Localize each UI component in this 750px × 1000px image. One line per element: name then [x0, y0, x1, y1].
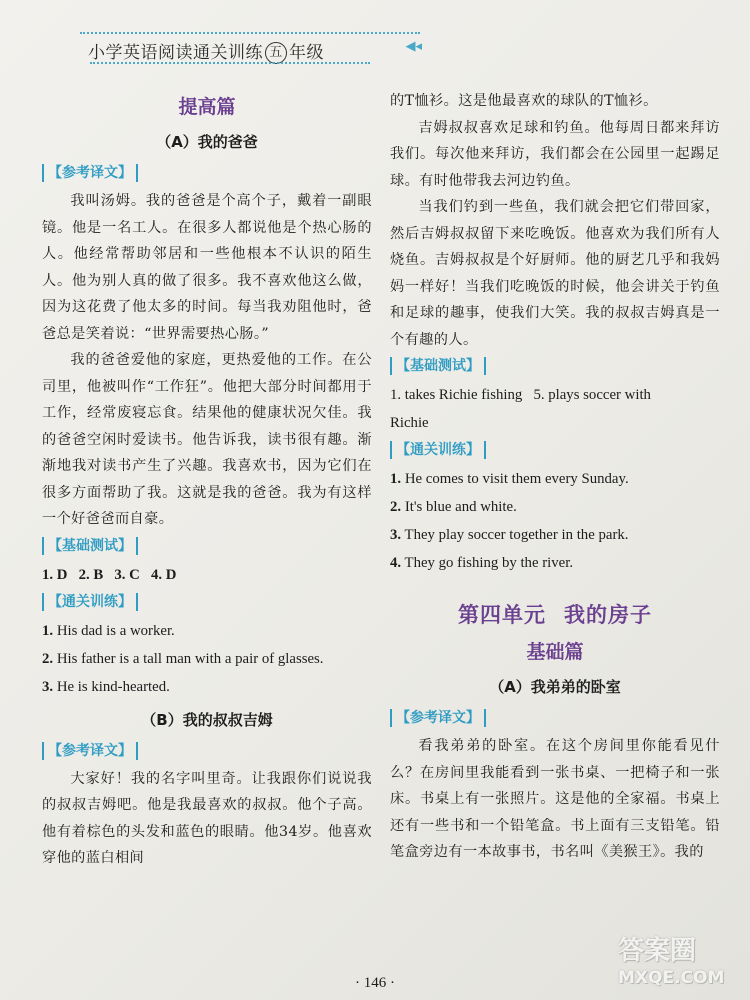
watermark-url: MXQE.COM	[618, 968, 725, 988]
tag-basic-test: 【基础测试】	[42, 537, 138, 555]
arrow-left-icon: ◀◂	[405, 39, 422, 54]
passage-title: （B）我的叔叔吉姆	[141, 710, 273, 729]
header-dotted-line-bottom	[90, 62, 370, 64]
watermark	[610, 930, 750, 1000]
header-title: 小学英语阅读通关训练 五 年级	[88, 43, 324, 63]
unit-title: 第四单元 我的房子	[458, 603, 652, 627]
translation-paragraph: 吉姆叔叔喜欢足球和钓鱼。他每周日都来拜访我们。每次他来拜访，我们都会在公园里一起踢足球。有时他带我去河边钓鱼。	[390, 119, 720, 189]
tag-basic-test: 【基础测试】	[390, 357, 486, 375]
tag-pass-training: 【通关训练】	[390, 441, 486, 459]
tag-pass-training: 【通关训练】	[42, 593, 138, 611]
tag-translation: 【参考译文】	[42, 742, 138, 760]
answer-item: 3. They play soccer together in the park.	[390, 527, 629, 543]
grade-badge: 五	[265, 42, 287, 64]
section-title: 基础篇	[526, 641, 584, 663]
page-number: · 146 ·	[355, 975, 395, 991]
passage-title: （A）我的爸爸	[156, 133, 258, 151]
answer-item: 1. His dad is a worker.	[42, 622, 175, 639]
basic-answers: 1. D 2. B 3. C 4. D	[42, 566, 177, 583]
header-dotted-line	[80, 32, 420, 34]
translation-paragraph: 我的爸爸爱他的家庭，更热爱他的工作。在公司里，他被叫作“工作狂”。他把大部分时间都用于工作，经常废寝忘食。结果他的健康状况欠佳。我的爸爸空闲时爱读书。他告诉我，读书很有趣。渐渐地我对读书产生了兴趣。我喜欢书，因为它们在很多方面帮助了我。这就是我的爸爸。我为有这样一个好爸爸而自豪。	[42, 352, 372, 527]
answer-item: 2. His father is a tall man with a pair of glasses.	[42, 650, 324, 667]
left-column	[42, 88, 372, 872]
answer-item: 2. It's blue and white.	[390, 499, 517, 515]
tag-translation: 【参考译文】	[390, 709, 486, 727]
passage-title: （A）我弟弟的卧室	[489, 678, 621, 696]
basic-answers-cont: Richie	[390, 415, 429, 431]
basic-answers: 1. takes Richie fishing 5. plays soccer with	[390, 387, 651, 403]
watermark-logo: 答案圈	[618, 936, 697, 966]
running-header	[80, 28, 422, 68]
section-title: 提高篇	[178, 96, 236, 118]
translation-paragraph: 大家好！我的名字叫里奇。让我跟你们说说我的叔叔吉姆吧。他是我最喜欢的叔叔。他个子高。他有着棕色的头发和蓝色的眼睛。他34岁。他喜欢穿他的蓝白相间	[42, 770, 372, 866]
answer-item: 3. He is kind-hearted.	[42, 678, 170, 695]
answer-item: 1. He comes to visit them every Sunday.	[390, 471, 629, 487]
translation-paragraph: 看我弟弟的卧室。在这个房间里你能看见什么？在房间里我能看到一张书桌、一把椅子和一张床。书桌上有一张照片。这是他的全家福。书桌上还有一些书和一个铅笔盒。书上面有三支铅笔。铅笔盒旁边有一本故事书，书名叫《美猴王》。我的	[390, 738, 720, 860]
right-column	[390, 88, 720, 866]
translation-paragraph: 我叫汤姆。我的爸爸是个高个子，戴着一副眼镜。他是一名工人。在很多人都说他是个热心肠的人。他经常帮助邻居和一些他根本不认识的陌生人。他为别人真的做了很多。我不喜欢他这么做，因为这花费了他太多的时间。每当我劝阻他时，爸爸总是笑着说：“世界需要热心肠。”	[42, 193, 372, 342]
translation-paragraph: 的T恤衫。这是他最喜欢的球队的T恤衫。	[390, 93, 658, 109]
answer-item: 4. They go fishing by the river.	[390, 555, 574, 571]
tag-translation: 【参考译文】	[42, 164, 138, 182]
translation-paragraph: 当我们钓到一些鱼，我们就会把它们带回家，然后吉姆叔叔留下来吃晚饭。他喜欢为我们所有人烧鱼。吉姆叔叔是个好厨师。他的厨艺几乎和我妈妈一样好！当我们吃晚饭的时候，他会讲关于钓鱼和足球的趣事，使我们大笑。我的叔叔吉姆真是一个有趣的人。	[390, 199, 720, 348]
